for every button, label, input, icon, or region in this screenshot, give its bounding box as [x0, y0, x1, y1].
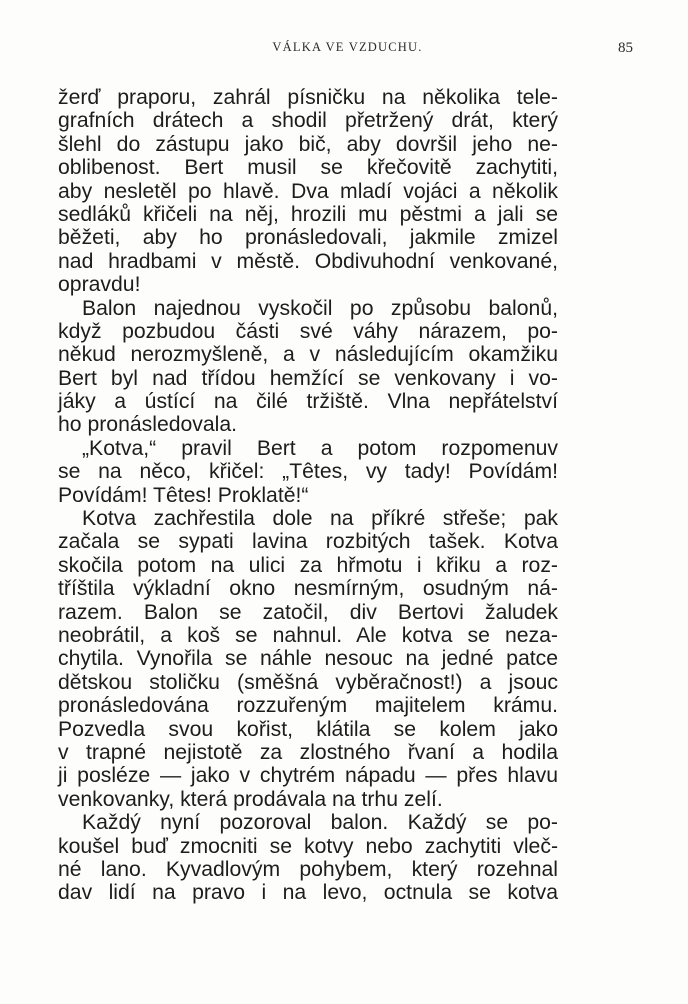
text-line: Balon najednou vyskočil po způsobu balonů,: [82, 296, 558, 320]
text-line: skočila potom na ulici za hřmotu i křiku a roz-: [58, 553, 558, 577]
text-line: pronásledována rozzuřeným majitelem krámu.: [58, 694, 558, 718]
text-line: Pozvedla svou kořist, klátila se kolem jako: [58, 717, 558, 741]
text-line: jáky a ústící na čilé tržiště. Vlna nepřátelství: [58, 390, 558, 414]
text-line: začala se sypati lavina rozbitých tašek. Kotva: [58, 530, 558, 554]
text-line: běžeti, aby ho pronásledovali, jakmile zmizel: [58, 226, 558, 250]
text-line: aby nesletěl po hlavě. Dva mladí vojáci a několik: [58, 179, 558, 203]
running-title: VÁLKA VE VZDUCHU.: [272, 40, 423, 54]
text-line: neobrátil, a koš se nahnul. Ale kotva se neza-: [58, 623, 558, 647]
text-line: Bert byl nad třídou hemžící se venkovany i vo-: [58, 366, 558, 390]
text-line: sedláků křičeli na něj, hrozili mu pěstmi a jali se: [58, 202, 558, 226]
text-line: opravdu!: [58, 273, 141, 297]
text-line: Každý nyní pozoroval balon. Každý se po-: [82, 811, 558, 835]
text-line: Povídám! Têtes! Proklatě!“: [58, 483, 309, 507]
text-line: někud nerozmyšleně, a v následujícím okamžiku: [58, 343, 558, 367]
text-line: chytila. Vynořila se náhle nesouc na jedné patce: [58, 647, 558, 671]
text-line: grafních drátech a shodil přetržený drát, který: [58, 109, 558, 133]
text-line: razem. Balon se zatočil, div Bertovi žaludek: [58, 600, 558, 624]
text-line: nad hradbami v městě. Obdivuhodní venkované,: [58, 249, 558, 273]
text-line: se na něco, křičel: „Têtes, vy tady! Povídám!: [58, 460, 558, 484]
body-text: [58, 86, 558, 905]
text-line: když pozbudou části své váhy nárazem, po-: [58, 319, 558, 343]
page-number: 85: [618, 40, 633, 56]
text-line: dětskou stoličku (směšná vyběračnost!) a jsouc: [58, 670, 558, 694]
text-line: koušel buď zmocniti se kotvy nebo zachytiti vleč-: [58, 834, 558, 858]
text-line: dav lidí na pravo i na levo, octnula se kotva: [58, 881, 558, 905]
text-line: v trapné nejistotě za zlostného řvaní a hodila: [58, 740, 558, 764]
text-line: žerď praporu, zahrál písničku na několika tele-: [58, 86, 558, 109]
text-line: tříštila výkladní okno nesmírným, osudným ná-: [58, 577, 558, 601]
text-line: Kotva zachřestila dole na příkré střeše; pak: [82, 507, 558, 531]
running-header: [60, 40, 635, 60]
text-line: „Kotva,“ pravil Bert a potom rozpomenuv: [82, 436, 558, 460]
text-line: oblibenost. Bert musil se křečovitě zachytiti,: [58, 156, 558, 180]
text-line: ho pronásledovala.: [58, 413, 238, 437]
text-line: šlehl do zástupu jako bič, aby dovršil jeho ne-: [58, 132, 558, 156]
text-line: ji posléze — jako v chytrém nápadu — přes hlavu: [58, 764, 558, 788]
text-line: né lano. Kyvadlovým pohybem, který rozehnal: [58, 857, 558, 881]
text-line: venkovanky, která prodávala na trhu zelí.: [58, 787, 443, 811]
